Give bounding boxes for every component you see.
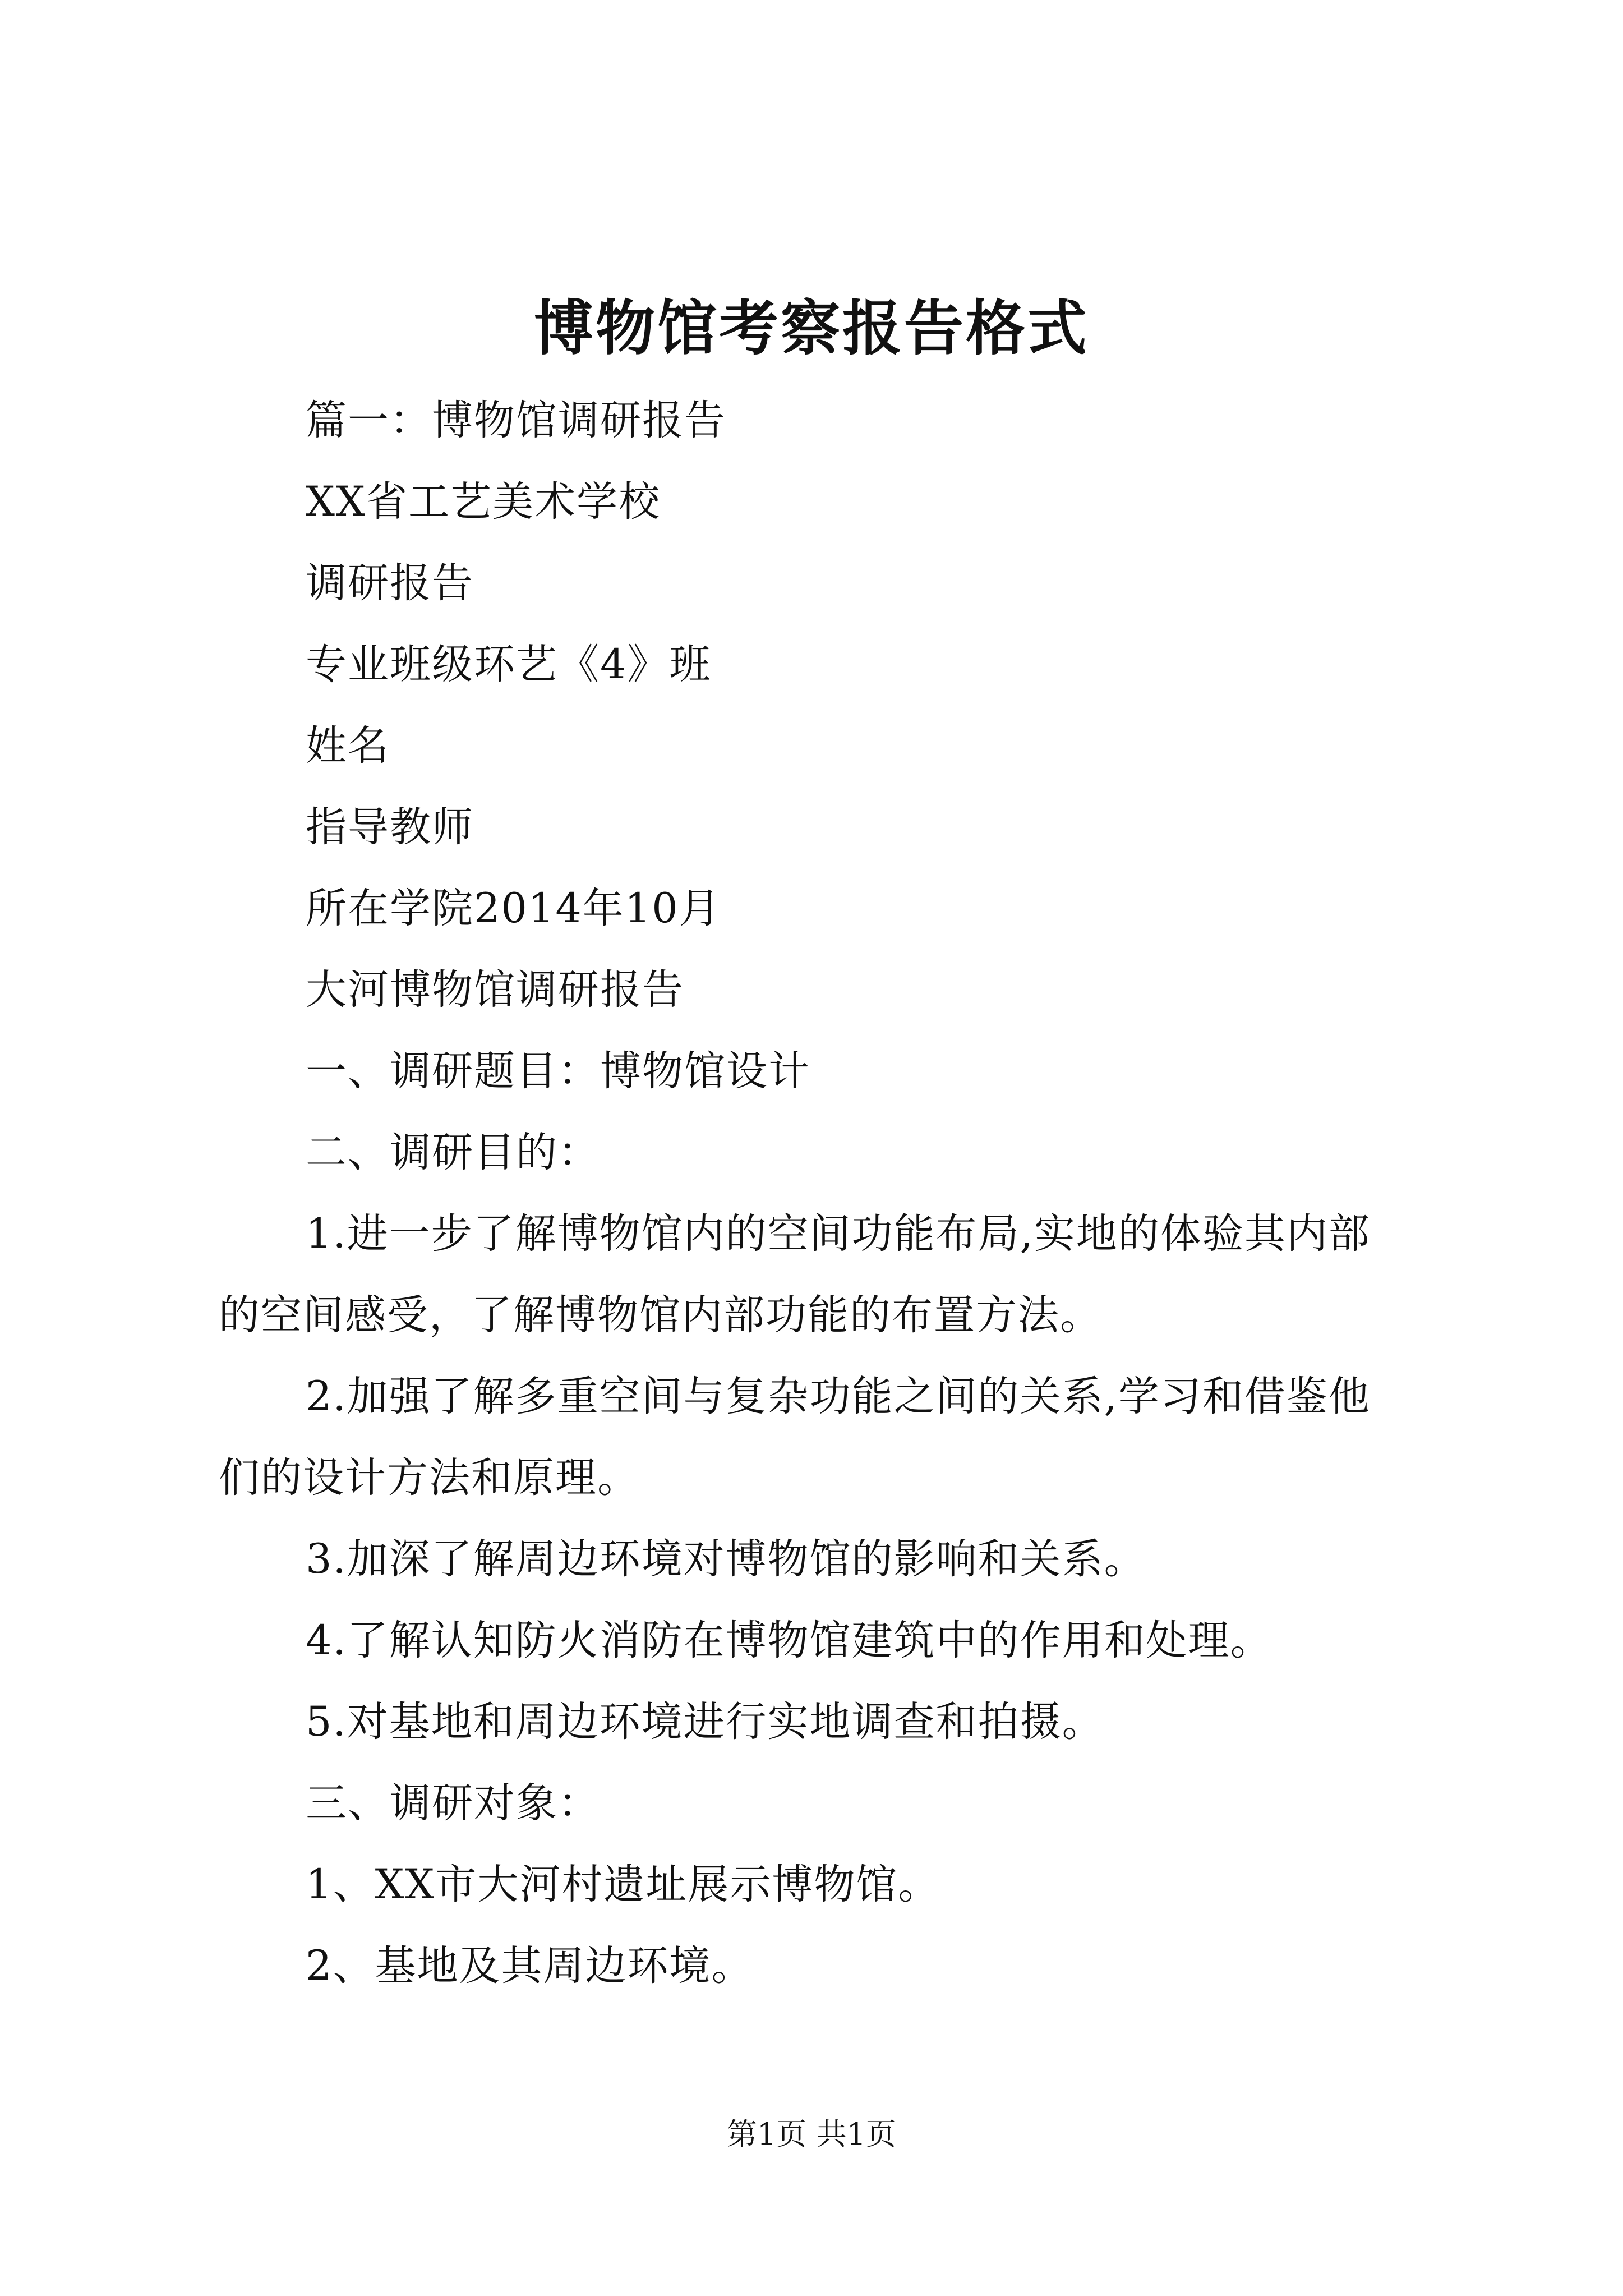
object-1: 1、XX市大河村遗址展示博物馆。 bbox=[306, 1861, 940, 1908]
page-footer: 第1页 共1页 bbox=[727, 2116, 896, 2152]
line-class: 专业班级环艺《4》班 bbox=[306, 641, 712, 688]
line-section-2: 二、调研目的： bbox=[306, 1129, 600, 1176]
line-report-label: 调研报告 bbox=[306, 559, 474, 607]
line-school: XX省工艺美术学校 bbox=[306, 478, 661, 526]
line-report-title: 大河博物馆调研报告 bbox=[306, 966, 684, 1014]
line-advisor: 指导教师 bbox=[306, 803, 474, 851]
item-1-line-2: 的空间感受，了解博物馆内部功能的布置方法。 bbox=[219, 1291, 1102, 1339]
document-title: 博物馆考察报告格式 bbox=[534, 293, 1089, 363]
item-2-line-2: 们的设计方法和原理。 bbox=[219, 1454, 639, 1502]
item-1-line-1: 1.进一步了解博物馆内的空间功能布局,实地的体验其内部 bbox=[306, 1210, 1371, 1258]
line-name: 姓名 bbox=[306, 722, 390, 770]
item-4: 4.了解认知防火消防在博物馆建筑中的作用和处理。 bbox=[306, 1617, 1272, 1664]
line-college-date: 所在学院2014年10月 bbox=[306, 885, 721, 932]
item-5: 5.对基地和周边环境进行实地调查和拍摄。 bbox=[306, 1698, 1104, 1746]
item-3: 3.加深了解周边环境对博物馆的影响和关系。 bbox=[306, 1535, 1146, 1583]
line-section-3: 三、调研对象： bbox=[306, 1779, 600, 1827]
line-section-1: 一、调研题目：博物馆设计 bbox=[306, 1047, 810, 1095]
line-chapter-heading: 篇一：博物馆调研报告 bbox=[306, 397, 726, 444]
object-2: 2、基地及其周边环境。 bbox=[306, 1942, 754, 1990]
item-2-line-1: 2.加强了解多重空间与复杂功能之间的关系,学习和借鉴他 bbox=[306, 1373, 1371, 1420]
